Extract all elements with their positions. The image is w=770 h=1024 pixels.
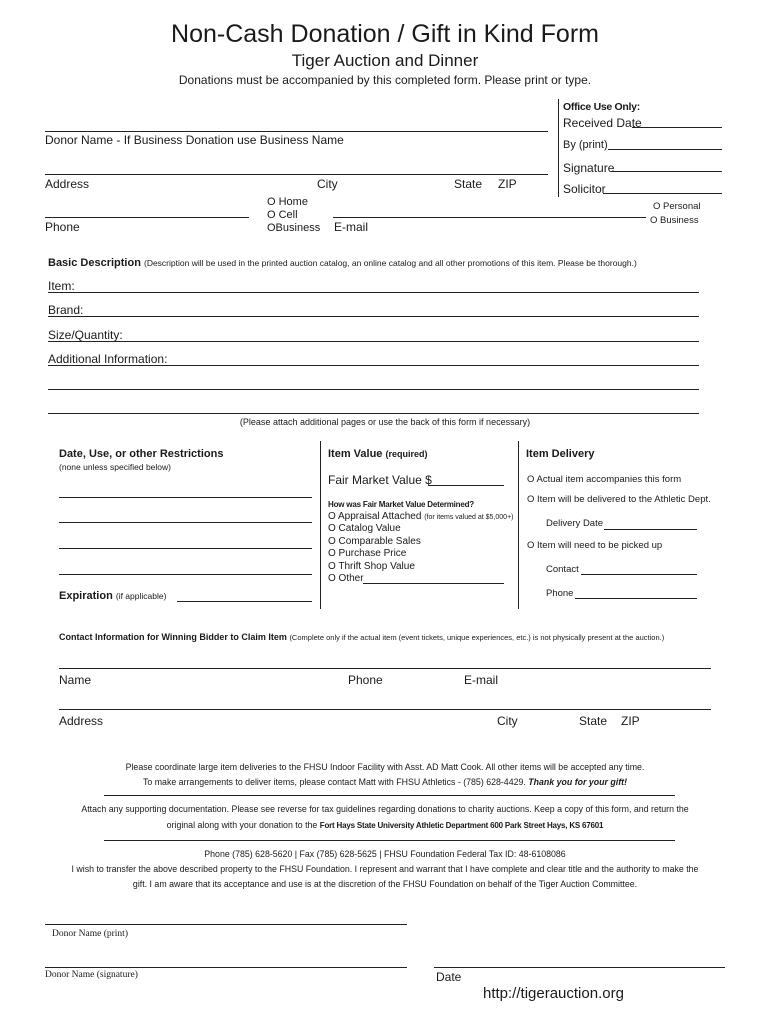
donor-city-label: City [317, 177, 338, 191]
contact-city-label: City [497, 714, 518, 728]
date-field[interactable] [434, 967, 725, 968]
office-signature-field[interactable] [611, 171, 722, 172]
item-label: Item: [48, 279, 75, 293]
comparable-sales-option[interactable]: O Comparable Sales [328, 536, 421, 547]
office-use-heading: Office Use Only: [563, 101, 640, 113]
delivery-contact-label: Contact [546, 564, 579, 575]
delivered-option[interactable]: O Item will be delivered to the Athletic Dept. [527, 494, 711, 505]
donor-name-label: Donor Name - If Business Donation use Business Name [45, 133, 344, 147]
item-delivery-heading: Item Delivery [526, 448, 595, 460]
restrictions-note: (none unless specified below) [59, 462, 171, 472]
donor-zip-label: ZIP [498, 177, 517, 191]
website-url[interactable]: http://tigerauction.org [483, 985, 624, 1002]
donor-signature-field[interactable] [45, 967, 407, 968]
donor-name-field[interactable] [45, 131, 548, 132]
size-quantity-field[interactable] [48, 341, 699, 342]
contact-phone-label: Phone [348, 673, 383, 687]
column-divider-2 [518, 441, 519, 609]
expiration-label-text: Expiration [59, 590, 113, 602]
coordinate-line-1: Please coordinate large item deliveries to the FHSU Indoor Facility with Asst. AD Matt Cook. All other items will be accepted any time. [125, 762, 645, 772]
appraisal-option-text: O Appraisal Attached [328, 511, 422, 522]
expiration-field[interactable] [177, 601, 312, 602]
actual-item-option[interactable]: O Actual item accompanies this form [527, 474, 682, 485]
basic-note-text: (Description will be used in the printed auction catalog, an online catalog and all other promotions of this item. Please be thorough.) [143, 258, 637, 268]
pickup-option[interactable]: O Item will need to be picked up [527, 540, 663, 551]
expiration-note-text: (if applicable) [115, 591, 167, 601]
additional-info-field-1[interactable] [48, 365, 699, 366]
donor-address-label: Address [45, 177, 90, 191]
office-business-option[interactable]: O Business [650, 215, 699, 226]
contact-heading-text: Contact Information for Winning Bidder to Claim Item [59, 632, 287, 642]
other-option[interactable]: O Other [328, 573, 364, 584]
delivery-phone-field[interactable] [575, 598, 697, 599]
thank-you-text: Thank you for your gift! [528, 777, 627, 787]
contact-state-label: State [579, 714, 608, 728]
restrictions-field-1[interactable] [59, 497, 312, 498]
attach-line-2-text: original along with your donation to the [166, 820, 318, 830]
size-quantity-label: Size/Quantity: [48, 328, 123, 342]
office-by-print-label: By (print) [563, 139, 608, 151]
donor-address-field[interactable] [45, 174, 548, 175]
restrictions-field-3[interactable] [59, 548, 312, 549]
office-received-label: Received Date [563, 116, 642, 130]
contact-address-field[interactable] [59, 709, 711, 710]
phone-home-option[interactable]: O Home [267, 196, 308, 208]
attach-line-1: Attach any supporting documentation. Please see reverse for tax guidelines regarding donations to charity auctions. Keep a copy of this form, and return the [81, 804, 689, 814]
delivery-contact-field[interactable] [581, 574, 697, 575]
coordinate-line-2-text: To make arrangements to deliver items, please contact Matt with FHSU Athletics - (785) 628-4429. [142, 777, 526, 787]
attach-note: (Please attach additional pages or use the back of this form if necessary) [239, 417, 531, 427]
contact-address-label: Address [59, 714, 104, 728]
restrictions-heading: Date, Use, or other Restrictions [59, 448, 224, 460]
additional-info-field-2[interactable] [48, 389, 699, 390]
donor-print-label: Donor Name (print) [52, 929, 128, 939]
brand-field[interactable] [48, 316, 699, 317]
additional-info-label: Additional Information: [48, 352, 168, 366]
athletic-dept-address: Fort Hays State University Athletic Department 600 Park Street Hays, KS 67601 [319, 821, 604, 830]
expiration-label [59, 590, 166, 602]
fmv-field[interactable] [428, 485, 504, 486]
donor-phone-field[interactable] [45, 217, 249, 218]
basic-description-heading [48, 257, 637, 269]
footer-divider-2 [104, 840, 675, 841]
delivery-date-label: Delivery Date [546, 518, 604, 529]
contact-zip-label: ZIP [621, 714, 640, 728]
contact-heading [59, 632, 664, 642]
delivery-date-field[interactable] [604, 529, 697, 530]
purchase-price-option[interactable]: O Purchase Price [328, 548, 407, 559]
donor-signature-label: Donor Name (signature) [45, 970, 138, 980]
thrift-shop-option[interactable]: O Thrift Shop Value [328, 561, 415, 572]
delivery-phone-label: Phone [546, 588, 574, 599]
catalog-value-option[interactable]: O Catalog Value [328, 523, 401, 534]
contact-name-label: Name [59, 673, 92, 687]
basic-heading-text: Basic Description [48, 257, 141, 269]
restrictions-field-2[interactable] [59, 522, 312, 523]
office-solicitor-label: Solicitor [563, 182, 606, 196]
item-value-heading [328, 448, 428, 460]
contact-email-label: E-mail [464, 673, 499, 687]
contact-heading-note: (Complete only if the actual item (event tickets, unique experiences, etc.) is not physically present at the auction.) [289, 633, 665, 642]
form-title: Non-Cash Donation / Gift in Kind Form [171, 20, 599, 48]
brand-label: Brand: [48, 303, 84, 317]
office-personal-option[interactable]: O Personal [653, 201, 701, 212]
fmv-how-heading: How was Fair Market Value Determined? [328, 500, 474, 509]
phone-business-option[interactable]: OBusiness [267, 222, 321, 234]
form-instruction: Donations must be accompanied by this completed form. Please print or type. [178, 73, 592, 87]
office-by-print-field[interactable] [608, 149, 722, 150]
appraisal-option-note: (for items valued at $5,000+) [424, 514, 514, 521]
restrictions-field-4[interactable] [59, 574, 312, 575]
footer-divider-1 [104, 795, 675, 796]
item-value-heading-text: Item Value [328, 448, 383, 460]
additional-info-field-3[interactable] [48, 413, 699, 414]
phone-fax-line: Phone (785) 628-5620 | Fax (785) 628-5625 | FHSU Foundation Federal Tax ID: 48-6108086 [204, 849, 566, 859]
item-value-required: (required) [385, 449, 428, 459]
transfer-line-1: I wish to transfer the above described property to the FHSU Foundation. I represent and warrant that I have complete and clear title and the authority to make the [71, 864, 699, 874]
appraisal-option[interactable] [328, 511, 514, 522]
phone-cell-option[interactable]: O Cell [267, 209, 298, 221]
donor-state-label: State [454, 177, 483, 191]
contact-name-field[interactable] [59, 668, 711, 669]
donor-print-field[interactable] [45, 924, 407, 925]
column-divider-1 [320, 441, 321, 609]
other-field[interactable] [363, 583, 504, 584]
donor-email-field[interactable] [333, 217, 646, 218]
form-subtitle: Tiger Auction and Dinner [291, 51, 479, 70]
coordinate-line-2 [0, 777, 770, 787]
date-label: Date [436, 970, 462, 984]
transfer-line-2: gift. I am aware that its acceptance and use is at the discretion of the FHSU Foundation on behalf of the Tiger Auction Committee. [132, 879, 638, 889]
office-signature-label: Signature [563, 161, 615, 175]
office-solicitor-field[interactable] [603, 193, 722, 194]
fmv-label: Fair Market Value $ [328, 473, 432, 487]
office-received-field[interactable] [632, 127, 722, 128]
item-field[interactable] [48, 292, 699, 293]
attach-line-2 [0, 820, 770, 830]
donor-email-label: E-mail [334, 220, 369, 234]
donor-phone-label: Phone [45, 220, 80, 234]
